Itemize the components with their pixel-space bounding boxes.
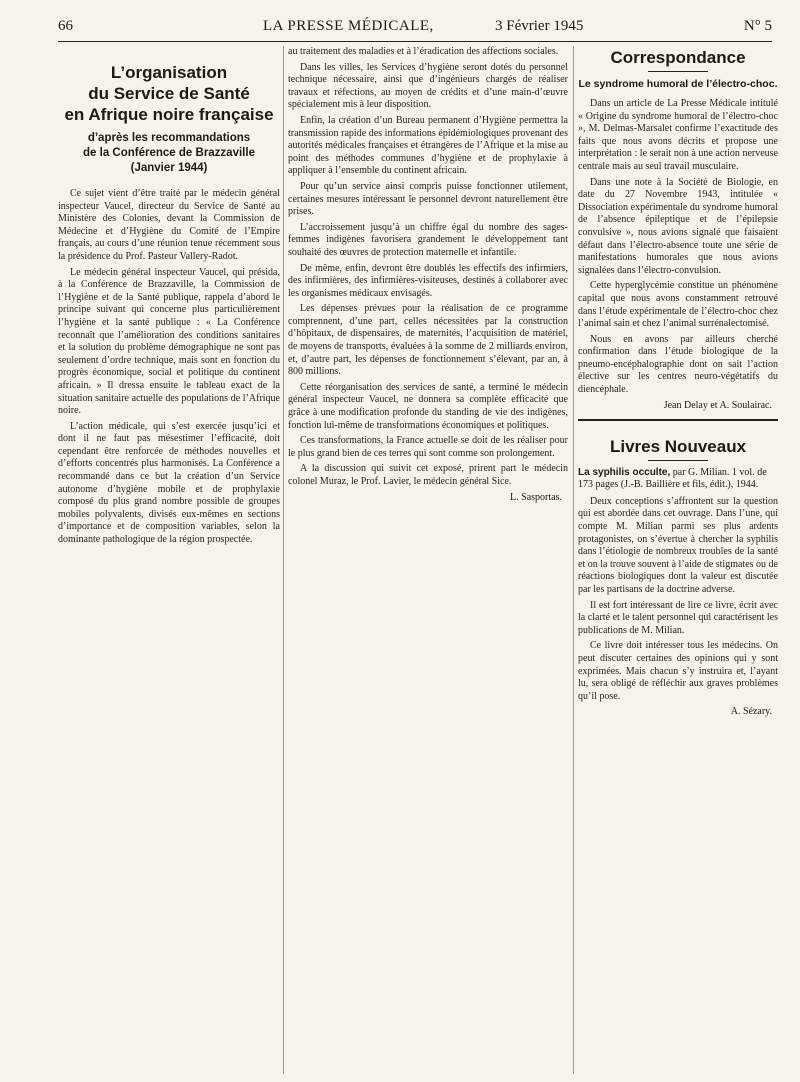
issue-date: 3 Février 1945 (495, 18, 584, 34)
letter-paragraph: Cette hyperglycémie constitue un phénomène capital que nous avons constamment retrouvé dans l’étude expérimentale de l’électro-choc chez l’animal sain et chez l’animal surrénalectomisé. (578, 280, 778, 330)
issue-number: N° 5 (743, 18, 772, 34)
heading-rule (648, 460, 708, 461)
column-divider (573, 46, 574, 1074)
article-paragraph: Dans les villes, les Services d’hygiène seront dotés du personnel technique nécessaire, ainsi que d’ingénieurs chargés de réaliser travaux et réfections, au moyen de crédits et d’une main-d’œuvre spécialement mis à leur disposition. (288, 61, 568, 111)
heading-rule (648, 71, 708, 72)
subtitle-line: d’après les recommandations (87, 132, 251, 144)
correspondance-subheading: Le syndrome humoral de l’électro-choc. (578, 78, 778, 90)
article-subtitle (58, 131, 280, 176)
article-signature: L. Sasportas. (510, 491, 562, 503)
running-head (58, 18, 772, 38)
article-paragraph: A la discussion qui suivit cet exposé, prirent part le médecin colonel Muraz, le Prof. Lavier, le médecin général Sice. (288, 463, 568, 487)
book-reference (578, 467, 778, 492)
journal-title: LA PRESSE MÉDICALE, (263, 18, 434, 34)
title-line: en Afrique noire française (64, 105, 274, 124)
letter-signature: Jean Delay et A. Soulairac. (663, 399, 772, 411)
livres-heading: Livres Nouveaux (609, 436, 747, 456)
letter-paragraph: Dans un article de La Presse Médicale intitulé « Origine du syndrome humoral de l’électro-choc », M. Delmas-Marsalet confirme l’exactitude des faits que nous avons décrits et propose une interprétation : le serait non à une action nerveuse centrale mais au seul travail musculaire. (578, 98, 778, 172)
article-paragraph: De même, enfin, devront être doublés les effectifs des infirmiers, des infirmières, des infirmières-visiteuses, destinés à collaborer avec les organismes médicaux envisagés. (288, 262, 568, 299)
article-paragraph: L’accroissement jusqu’à un chiffre égal du nombre des sages-femmes indigènes favorisera grandement le développement tant souhaité des œuvres de protection maternelle et infantile. (288, 221, 568, 258)
article-paragraph: au traitement des maladies et à l’éradication des affections sociales. (288, 46, 559, 57)
column-1 (58, 46, 280, 1074)
review-paragraph: Il est fort intéressant de lire ce livre, écrit avec la clarté et le talent personnel qui caractérisent les publications de M. Milian. (578, 599, 778, 636)
column-3 (578, 46, 778, 1074)
subtitle-line: de la Conférence de Brazzaville (83, 147, 255, 159)
column-divider (283, 46, 284, 1074)
title-line: L’organisation (110, 63, 228, 82)
section-rule (578, 419, 778, 421)
title-line: du Service de Santé (88, 84, 250, 103)
article-paragraph: L’action médicale, qui s’est exercée jusqu’ici et dont il ne faut pas mésestimer l’efficacité, doit cependant être renforcée de méthodes nouvelles et d’efforts concentrés plus harmonisés. La Conférence a recommandé dans ce but la création d’un Service autonome d’hygiène mobile et de prophylaxie composé du plus grand nombre possible de groupes mobiles polyvalents, divisés eux-mêmes en sections d’importance et de composition variables, selon la dominante pathologique de la région prospectée. (58, 420, 280, 546)
letter-paragraph: Nous en avons par ailleurs cherché confirmation dans l’étude biologique de la pneumo-encéphalographie dont on sait l’action élective sur les centres neuro-végétatifs du diencéphale. (578, 333, 778, 396)
header-rule (58, 41, 772, 42)
page-number: 66 (58, 18, 73, 34)
book-details: par G. Milian. 1 vol. de 173 pages (J.-B. Baillière et fils, édit.), 1944. (578, 466, 767, 491)
subtitle-line: (Janvier 1944) (130, 162, 208, 174)
book-title: La syphilis occulte, (578, 466, 671, 478)
article-paragraph: Pour qu’un service ainsi compris puisse fonctionner utilement, certaines mesures intéressant le personnel devront naturellement être prises. (288, 180, 568, 218)
review-paragraph: Ce livre doit intéresser tous les médecins. On peut discuter certaines des opinions qui y sont exprimées. Mais chacun s’y instruira et, l’ayant lu, sera obligé de réfléchir aux graves problèmes qu’il pose. (578, 640, 778, 702)
review-signature: A. Sézary. (730, 706, 772, 718)
letter-paragraph: Dans une note à la Société de Biologie, en date du 27 Novembre 1943, intitulée « Dissociation expérimentale du syndrome humoral de l’absence épileptique et de l’épilepsie convulsive », nous avions signalé que faisaient défaut dans l’électro-absence toute une série de manifestations humorales que nous avions signalées dans l’électro-convulsion. (578, 176, 778, 276)
article-paragraph: Les dépenses prévues pour la réalisation de ce programme comprennent, d’une part, celles nécessitées par la construction d’hôpitaux, de dispensaires, de maternités, l’acquisition de matériel, de moyens de transports, évaluées à la somme de 2 milliards environ, et, d’autre part, les dépenses de fonctionnement s’élevant, par an, à 800 millions. (288, 303, 568, 378)
article-paragraph: Cette réorganisation des services de santé, a terminé le médecin général inspecteur Vaucel, ne donnera sa complète efficacité que grâce à une modification profonde du standing de vie des indigènes, fonction lui-même de transformations économiques et politiques. (288, 381, 568, 431)
column-2 (288, 46, 568, 1074)
article-title (58, 62, 280, 125)
correspondance-heading: Correspondance (610, 48, 746, 67)
article-paragraph: Ces transformations, la France actuelle se doit de les réaliser pour le plus grand bien de ces terres qui sont comme son prolongement. (288, 435, 568, 459)
article-paragraph: Ce sujet vient d’être traité par le médecin général inspecteur Vaucel, directeur du Service de Santé au Ministère des Colonies, devant la Commission de Médecine et d’Hygiène du Comité de l’Empire français, au cours d’une réunion tenue récemment sous la présidence du Prof. Pasteur Vallery-Radot. (58, 188, 280, 262)
review-paragraph: Deux conceptions s’affrontent sur la question qui est abordée dans cet ouvrage. Dans l’une, qui compte M. Milian parmi ses plus ardents protagonistes, on s’évertue à chercher la syphilis dans l’étiologie de nombreux troubles de la santé et on la trouve souvent à l’aide de stigmates ou de réactions biologiques dont la valeur est discutée par les partisans de la doctrine adverse. (578, 495, 778, 595)
article-paragraph: Le médecin général inspecteur Vaucel, qui présida, à la Conférence de Brazzaville, la Commission de l’Hygiène et de la Santé publique, rappela d’abord le principe suivant qui concerne plus particulièrement l’hygiène et la santé publique : « La Conférence reconnaît que l’amélioration des conditions sanitaires et la solution du problème démographique ne sont pas seulement d’ordre technique, mais sont en fonction du progrès économique, social et politique du continent africain. » Il dressa ensuite le tableau exact de la situation sanitaire actuelle des populations de l’Afrique noire. (58, 266, 280, 417)
article-paragraph: Enfin, la création d’un Bureau permanent d’Hygiène permettra la transmission rapide des informations épidémiologiques provenant des autorités médicales françaises et étrangères de l’Afrique et la mise au point des méthodes communes d’hygiène et de prophylaxie à appliquer à l’ensemble du continent africain. (288, 114, 568, 177)
